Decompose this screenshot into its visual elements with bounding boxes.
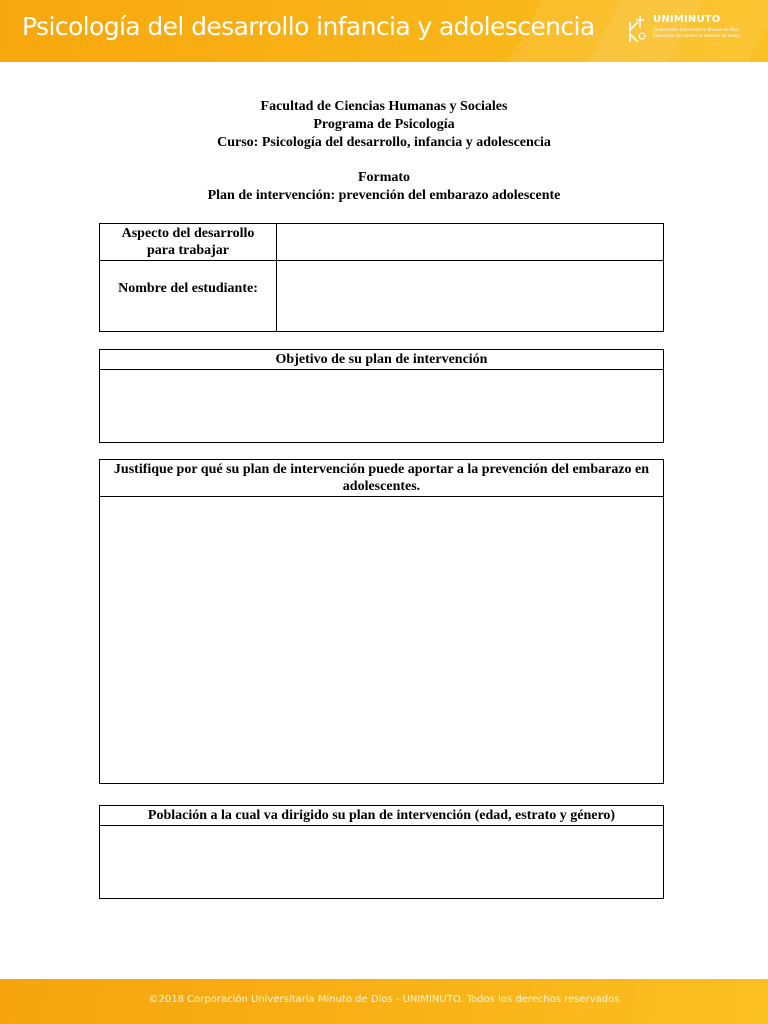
justification-field[interactable] (100, 497, 663, 783)
top-banner (0, 0, 768, 62)
plan-title: Plan de intervención: prevención del embarazo adolescente (207, 188, 561, 203)
objective-field[interactable] (100, 370, 663, 442)
development-aspect-label: Aspecto del desarrollo para trabajar (100, 224, 277, 260)
population-field[interactable] (100, 826, 663, 898)
format-line: Formato (357, 170, 411, 185)
population-header: Población a la cual va dirigido su plan de intervención (edad, estrato y género) (100, 806, 663, 826)
faculty-line: Facultad de Ciencias Humanas y Sociales (260, 99, 508, 114)
student-info-table (99, 223, 664, 332)
copyright-text: ©2018 Corporación Universitaria Minuto de Dios - UNIMINUTO. Todos los derechos reservados (148, 994, 620, 1005)
population-table (99, 805, 664, 899)
logo-mark-icon (626, 12, 648, 50)
course-line: Curso: Psicología del desarrollo, infancia y adolescencia (217, 135, 551, 150)
banner-title: Psicología del desarrollo infancia y adolescencia (22, 12, 595, 41)
logo-subtitle: Corporación Universitaria Minuto de Dios Educación de calidad al alcance de todos (653, 27, 740, 38)
uniminuto-logo (626, 12, 766, 50)
objective-table (99, 349, 664, 443)
justification-header: Justifique por qué su plan de intervención puede aportar a la prevención del embarazo en adolescentes. (100, 460, 663, 497)
student-name-label: Nombre del estudiante: (100, 261, 277, 331)
student-name-field[interactable] (277, 261, 663, 331)
footer-banner (0, 979, 768, 1024)
justification-table (99, 459, 664, 784)
objective-header: Objetivo de su plan de intervención (100, 350, 663, 370)
program-line: Programa de Psicología (313, 117, 455, 132)
logo-name: UNIMINUTO (653, 14, 721, 25)
development-aspect-field[interactable] (277, 224, 663, 260)
document-header (0, 98, 768, 205)
